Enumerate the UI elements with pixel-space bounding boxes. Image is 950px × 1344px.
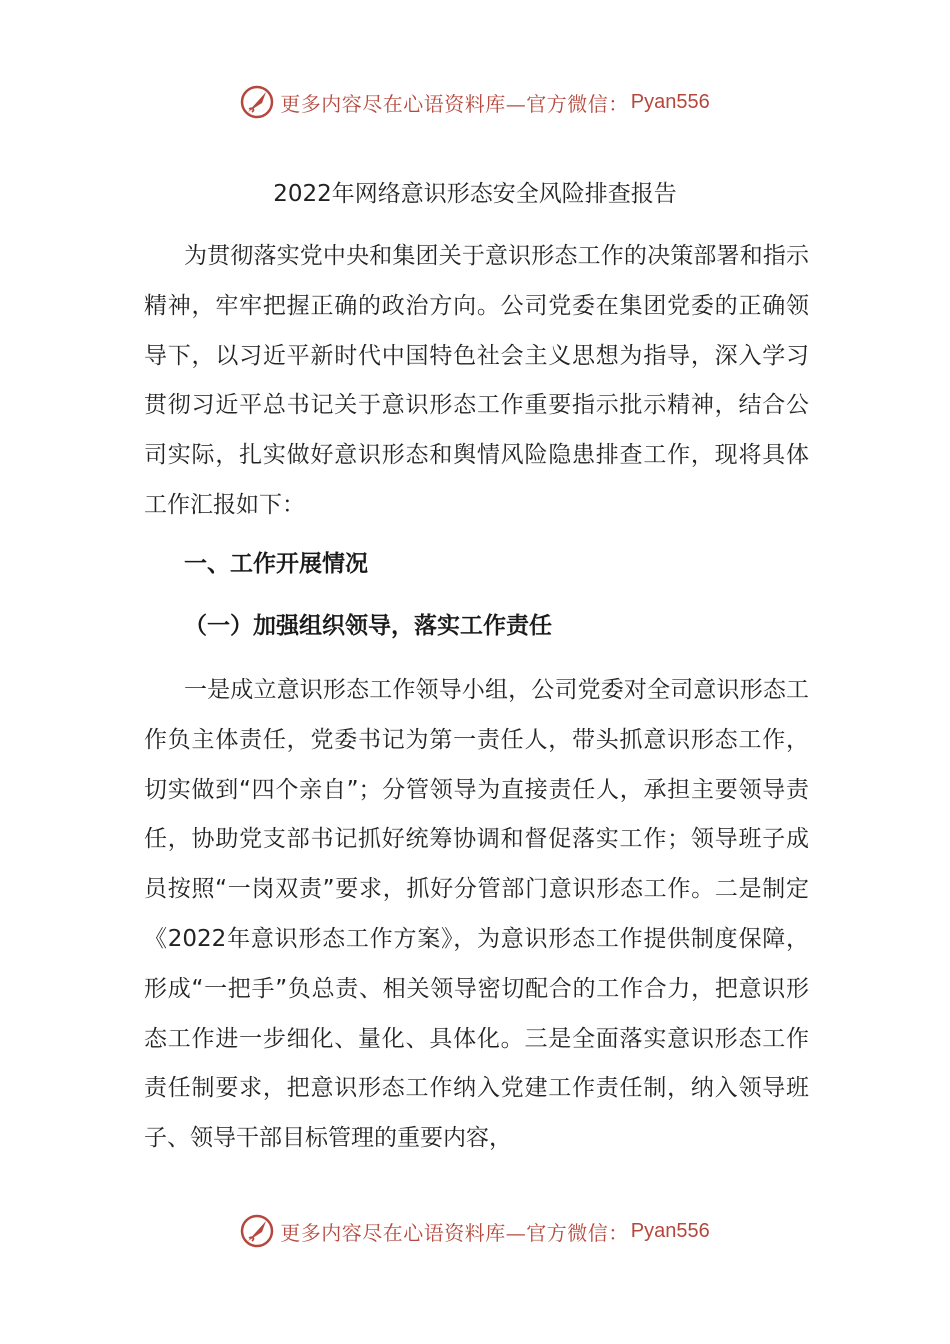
subsection-heading: （一）加强组织领导，落实工作责任 [184, 613, 552, 639]
watermark-banner-bottom [0, 1211, 950, 1251]
watermark-banner-top [0, 82, 950, 122]
watermark-wechat-id: Pyan556 [630, 1219, 710, 1242]
watermark-wechat-id: Pyan556 [630, 90, 710, 113]
watermark-text: 更多内容尽在心语资料库—官方微信： [280, 91, 629, 116]
document-title: 2022年网络意识形态安全风险排查报告 [273, 181, 677, 207]
section-heading: 一、工作开展情况 [184, 551, 368, 577]
quill-logo-icon [240, 1214, 274, 1248]
watermark-text: 更多内容尽在心语资料库—官方微信： [280, 1220, 629, 1245]
subsection-paragraph: 一是成立意识形态工作领导小组，公司党委对全司意识形态工作负主体责任，党委书记为第一责任人，带头抓意识形态工作，切实做到“四个亲自”；分管领导为直接责任人，承担主要领导责任，协助党支部书记抓好统筹协调和督促落实工作；领导班子成员按照“一岗双责”要求，抓好分管部门意识形态工作。二是制定《2022年意识形态工作方案》，为意识形态工作提供制度保障，形成“一把手”负总责、相关领导密切配合的工作合力，把意识形态工作进一步细化、量化、具体化。三是全面落实意识形态工作责任制要求，把意识形态工作纳入党建工作责任制，纳入领导班子、领导干部目标管理的重要内容， [144, 677, 809, 1152]
intro-paragraph: 为贯彻落实党中央和集团关于意识形态工作的决策部署和指示精神，牢牢把握正确的政治方向。公司党委在集团党委的正确领导下，以习近平新时代中国特色社会主义思想为指导，深入学习贯彻习近平总书记关于意识形态工作重要指示批示精神，结合公司实际，扎实做好意识形态和舆情风险隐患排查工作，现将具体工作汇报如下： [144, 243, 809, 518]
quill-logo-icon [240, 85, 274, 119]
